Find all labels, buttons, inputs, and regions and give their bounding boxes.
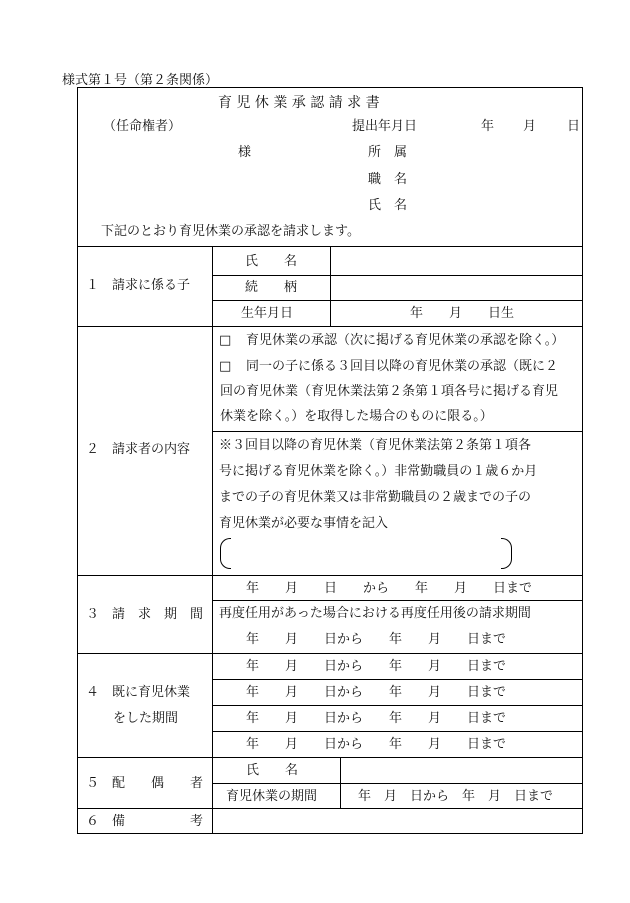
s3-period-2: 年 月 日から 年 月 日まで bbox=[246, 632, 507, 647]
s4-label-line2: をした期間 bbox=[113, 711, 179, 726]
rule-s1-b bbox=[212, 300, 583, 301]
rule-s4-b bbox=[212, 705, 583, 706]
rule-s1-a bbox=[212, 275, 583, 276]
rule-s5-inner bbox=[340, 757, 341, 808]
s3-label: ３ 請 求 期 間 bbox=[86, 607, 204, 622]
s5-label: ５ 配 偶 者 bbox=[86, 776, 204, 791]
s3-period: 年 月 日 から 年 月 日まで bbox=[246, 581, 533, 596]
rule-s1-bottom bbox=[77, 326, 583, 327]
position-label: 職 名 bbox=[368, 172, 408, 187]
rule-s4-c bbox=[212, 731, 583, 732]
s4-label-line1: ４ 既に育児休業 bbox=[86, 685, 191, 700]
request-sentence: 下記のとおり育児休業の承認を請求します。 bbox=[101, 224, 360, 239]
s4-row-2: 年 月 日から 年 月 日まで bbox=[246, 685, 507, 700]
submit-year: 年 bbox=[481, 119, 495, 134]
s5-period-value: 年 月 日から 年 月 日まで bbox=[358, 789, 554, 804]
s2-option-2-line3: 休業を除く。）を取得した場合のものに限る。） bbox=[220, 409, 493, 424]
s1-birthdate-value: 年 月 日生 bbox=[410, 306, 515, 321]
submit-day: 日 bbox=[567, 119, 581, 134]
appointer-label: （任命権者） bbox=[103, 119, 182, 134]
rule-s4-bottom bbox=[77, 757, 583, 758]
s4-row-4: 年 月 日から 年 月 日まで bbox=[246, 737, 507, 752]
s2-reason-bracket-box[interactable] bbox=[220, 538, 512, 569]
s2-note-line4: 育児休業が必要な事情を記入 bbox=[219, 516, 389, 531]
s1-label: １ 請求に係る子 bbox=[86, 278, 191, 293]
s1-relation-label: 続 柄 bbox=[245, 280, 298, 295]
bracket-right bbox=[501, 538, 512, 569]
s2-note-line1: ※３回目以降の育児休業（育児休業法第２条第１項各 bbox=[219, 438, 532, 453]
rule-s5-a bbox=[212, 783, 583, 784]
rule-s1-inner bbox=[330, 246, 331, 326]
department-label: 所 属 bbox=[368, 145, 408, 160]
s5-leave-period-label: 育児休業の期間 bbox=[226, 789, 318, 804]
s2-note-line3: までの子の育児休業又は非常勤職員の２歳までの子の bbox=[219, 490, 532, 505]
rule-s5-bottom bbox=[77, 808, 583, 809]
s2-checkbox-2[interactable]: □ bbox=[219, 359, 232, 374]
submit-month: 月 bbox=[523, 119, 537, 134]
form-caption: 様式第１号（第２条関係） bbox=[62, 73, 219, 88]
s2-label: ２ 請求者の内容 bbox=[86, 442, 191, 457]
s2-option-2-line1: 同一の子に係る３回目以降の育児休業の承認（既に２ bbox=[246, 359, 559, 374]
s6-label: ６ 備 考 bbox=[86, 814, 204, 829]
rule-label-column bbox=[212, 246, 213, 834]
rule-s4-a bbox=[212, 679, 583, 680]
s4-row-1: 年 月 日から 年 月 日まで bbox=[246, 659, 507, 674]
honorific-sama: 様 bbox=[238, 145, 252, 160]
s2-option-2-line2: 回の育児休業（育児休業法第２条第１項各号に掲げる育児 bbox=[220, 384, 559, 399]
submit-date-label: 提出年月日 bbox=[352, 119, 418, 134]
rule-s3-a bbox=[212, 600, 583, 601]
form-title: 育 児 休 業 承 認 請 求 書 bbox=[218, 95, 380, 111]
bracket-left bbox=[220, 538, 231, 569]
s1-birthdate-label: 生年月日 bbox=[241, 306, 294, 321]
s3-reappointment: 再度任用があった場合における再度任用後の請求期間 bbox=[219, 606, 531, 621]
s2-note-line2: 号に掲げる育児休業を除く。）非常勤職員の１歳６か月 bbox=[219, 464, 538, 479]
s4-row-3: 年 月 日から 年 月 日まで bbox=[246, 711, 507, 726]
rule-s3-bottom bbox=[77, 653, 583, 654]
s1-child-name-label: 氏 名 bbox=[245, 254, 298, 269]
rule-s2-split bbox=[212, 431, 583, 432]
s2-option-1: 育児休業の承認（次に掲げる育児休業の承認を除く。） bbox=[246, 333, 565, 348]
name-label: 氏 名 bbox=[368, 198, 408, 213]
s5-name-label: 氏 名 bbox=[246, 763, 299, 778]
s2-checkbox-1[interactable]: □ bbox=[219, 333, 232, 348]
rule-s2-bottom bbox=[77, 575, 583, 576]
